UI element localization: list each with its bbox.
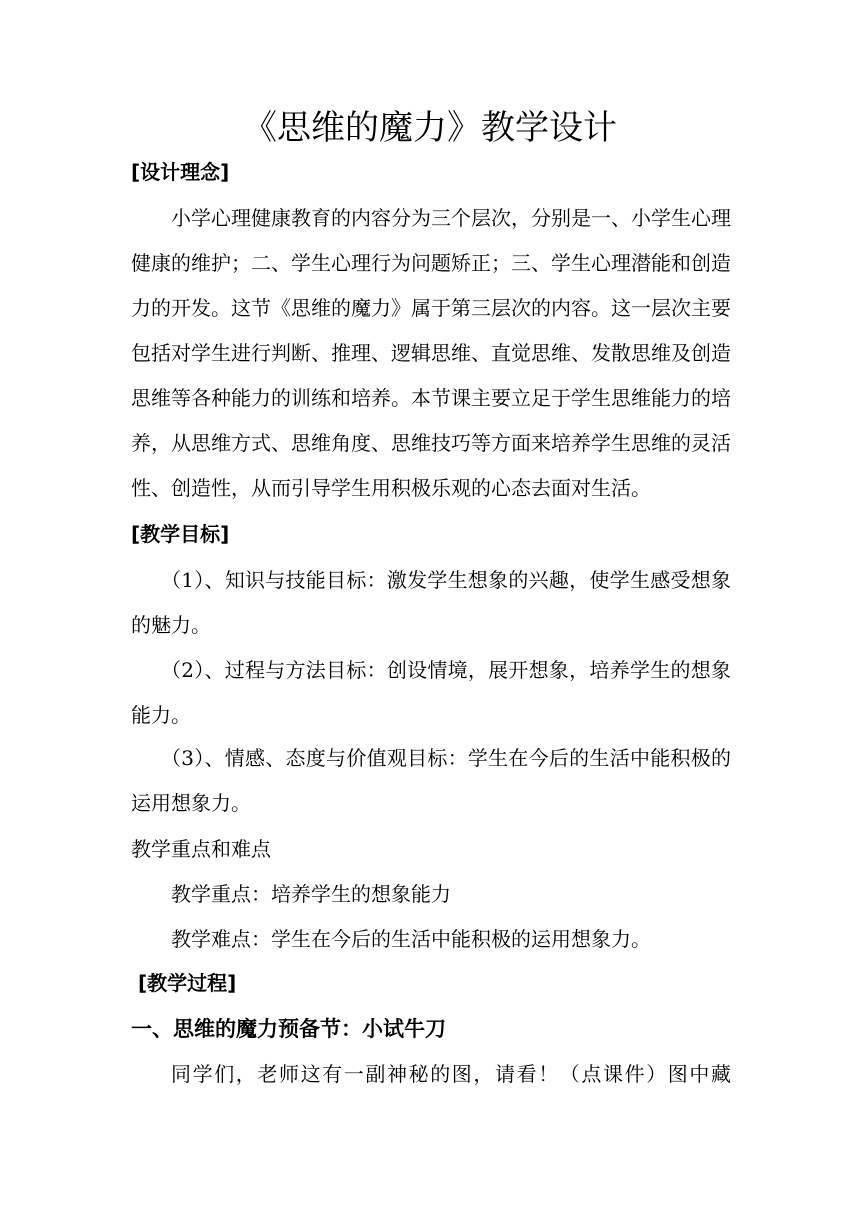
design-concept-line-5: 思维等各种能力的训练和培养。本节课主要立足于学生思维能力的培 (131, 386, 731, 410)
section-1-line-1: 同学们，老师这有一副神秘的图，请看！（点课件）图中藏 (171, 1062, 731, 1086)
teaching-process-heading: [教学过程] (138, 971, 237, 995)
key-points-heading: 教学重点和难点 (131, 837, 271, 861)
design-concept-line-3: 力的开发。这节《思维的魔力》属于第三层次的内容。这一层次主要 (131, 296, 731, 320)
design-concept-line-1: 小学心理健康教育的内容分为三个层次，分别是一、小学生心理 (171, 206, 731, 230)
section-1-title: 一、思维的魔力预备节：小试牛刀 (131, 1017, 446, 1041)
design-concept-line-7: 性、创造性，从而引导学生用积极乐观的心态去面对生活。 (131, 476, 651, 500)
goal-1-line-2: 的魅力。 (131, 613, 211, 637)
design-concept-heading: [设计理念] (131, 160, 230, 184)
design-concept-line-2: 健康的维护；二、学生心理行为问题矫正；三、学生心理潜能和创造 (131, 251, 731, 275)
design-concept-line-4: 包括对学生进行判断、推理、逻辑思维、直觉思维、发散思维及创造 (131, 341, 731, 365)
goal-3-line-1: （3）、情感、态度与价值观目标：学生在今后的生活中能积极的 (161, 746, 731, 770)
goal-1-line-1: （1）、知识与技能目标：激发学生想象的兴趣，使学生感受想象 (161, 568, 731, 592)
goal-3-line-2: 运用想象力。 (131, 791, 251, 815)
teaching-goals-heading: [教学目标] (131, 522, 230, 546)
goal-2-line-2: 能力。 (131, 703, 191, 727)
goal-2-line-1: （2）、过程与方法目标：创设情境，展开想象，培养学生的想象 (161, 658, 731, 682)
design-concept-line-6: 养，从思维方式、思维角度、思维技巧等方面来培养学生思维的灵活 (131, 431, 731, 455)
key-point-difficulty: 教学难点：学生在今后的生活中能积极的运用想象力。 (171, 927, 651, 951)
document-title: 《思维的魔力》教学设计 (243, 108, 617, 148)
key-point-focus: 教学重点：培养学生的想象能力 (171, 882, 451, 906)
